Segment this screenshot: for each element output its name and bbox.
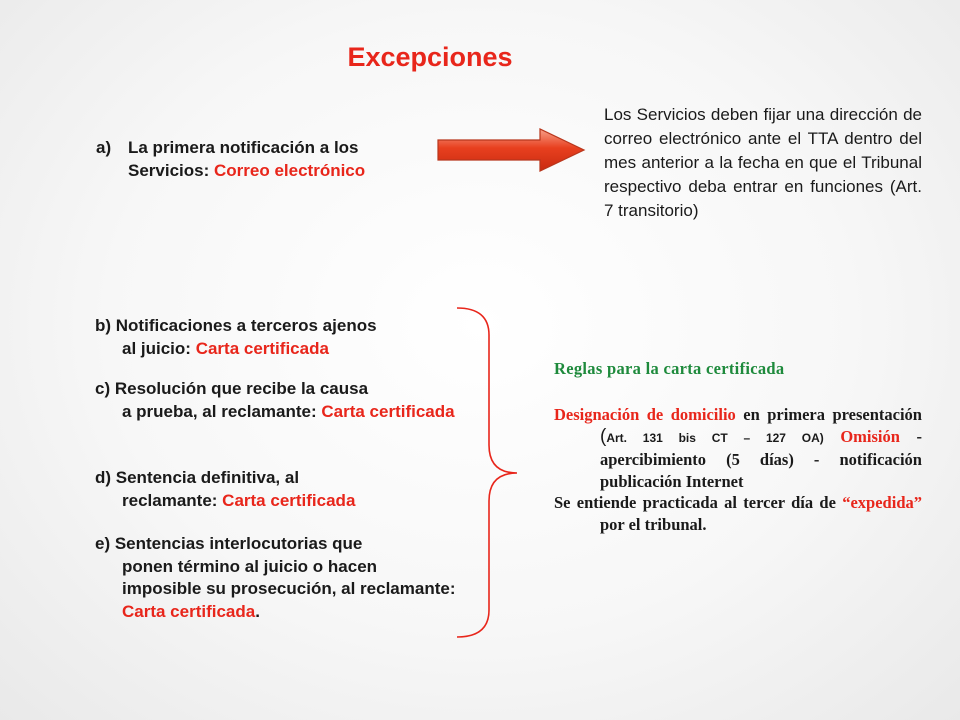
list-item-c (95, 378, 460, 423)
item-a-marker: a) (96, 138, 112, 157)
list-item-e (95, 533, 460, 623)
services-email-paragraph: Los Servicios deben fijar una dirección de correo electrónico ante el TTA dentro del mes anterior a la fecha en que el Tribunal respectivo deba entrar en funciones (Art. 7 transitorio) (604, 105, 922, 220)
item-a-highlight: Correo electrónico (214, 161, 366, 180)
list-item-c-prefix: a prueba, al reclamante: (122, 401, 322, 421)
list-item-d (95, 467, 460, 512)
list-item-b-first: b) Notificaciones a terceros ajenos (95, 316, 377, 335)
list-item-c-highlight: Carta certificada (321, 401, 455, 421)
list-item-e-first: e) Sentencias interlocutorias que (95, 534, 363, 553)
right-brace-icon (455, 305, 525, 640)
page-title: Excepciones (347, 42, 513, 72)
rules-body (554, 404, 922, 535)
rules-omision-text: - apercibimiento (5 días) - notificación publicación Internet (600, 426, 923, 491)
list-item-c-first: c) Resolución que recibe la causa (95, 379, 369, 398)
right-arrow-icon (436, 127, 586, 173)
rules-domicilio-paragraph (554, 404, 922, 492)
list-item-c-cont (95, 401, 460, 424)
list-item-e-prefix: ponen término al juicio o hacen imposible su prosecución, al reclamante: (122, 556, 456, 598)
rules-article-ref: Art. 131 bis CT – 127 OA) (606, 430, 824, 445)
list-item-e-cont (95, 556, 460, 624)
item-a-prefix: Servicios: (128, 161, 214, 180)
list-item-b (95, 315, 460, 360)
item-a-line2 (96, 159, 476, 182)
rules-paren: ( (600, 425, 607, 447)
rules-omision-highlight: Omisión (840, 426, 900, 446)
item-a-line1 (96, 136, 476, 159)
item-a-text: La primera notificación a los (128, 138, 359, 157)
rules-domicilio-highlight: Designación de domicilio (554, 405, 736, 424)
rules-heading: Reglas para la carta certificada (554, 359, 785, 378)
list-item-b-cont (95, 338, 460, 361)
rules-practicada-paragraph (554, 492, 922, 535)
list-item-d-first: d) Sentencia definitiva, al (95, 468, 300, 487)
list-item-d-highlight: Carta certificada (222, 490, 356, 510)
rules-practicada-text: Se entiende practicada al tercer día de (554, 493, 843, 512)
rules-practicada-rest: por el tribunal. (600, 514, 707, 534)
list-item-e-highlight: Carta certificada (122, 601, 256, 621)
list-item-d-cont (95, 490, 460, 513)
rules-domicilio-text: en primera presentación (735, 405, 922, 424)
rules-expedida-highlight: “expedida” (842, 493, 922, 512)
list-item-b-prefix: al juicio: (122, 338, 196, 358)
list-item-e-suffix: . (255, 601, 260, 621)
item-a (96, 136, 476, 182)
list-item-b-highlight: Carta certificada (195, 338, 329, 358)
list-item-d-prefix: reclamante: (122, 490, 223, 510)
